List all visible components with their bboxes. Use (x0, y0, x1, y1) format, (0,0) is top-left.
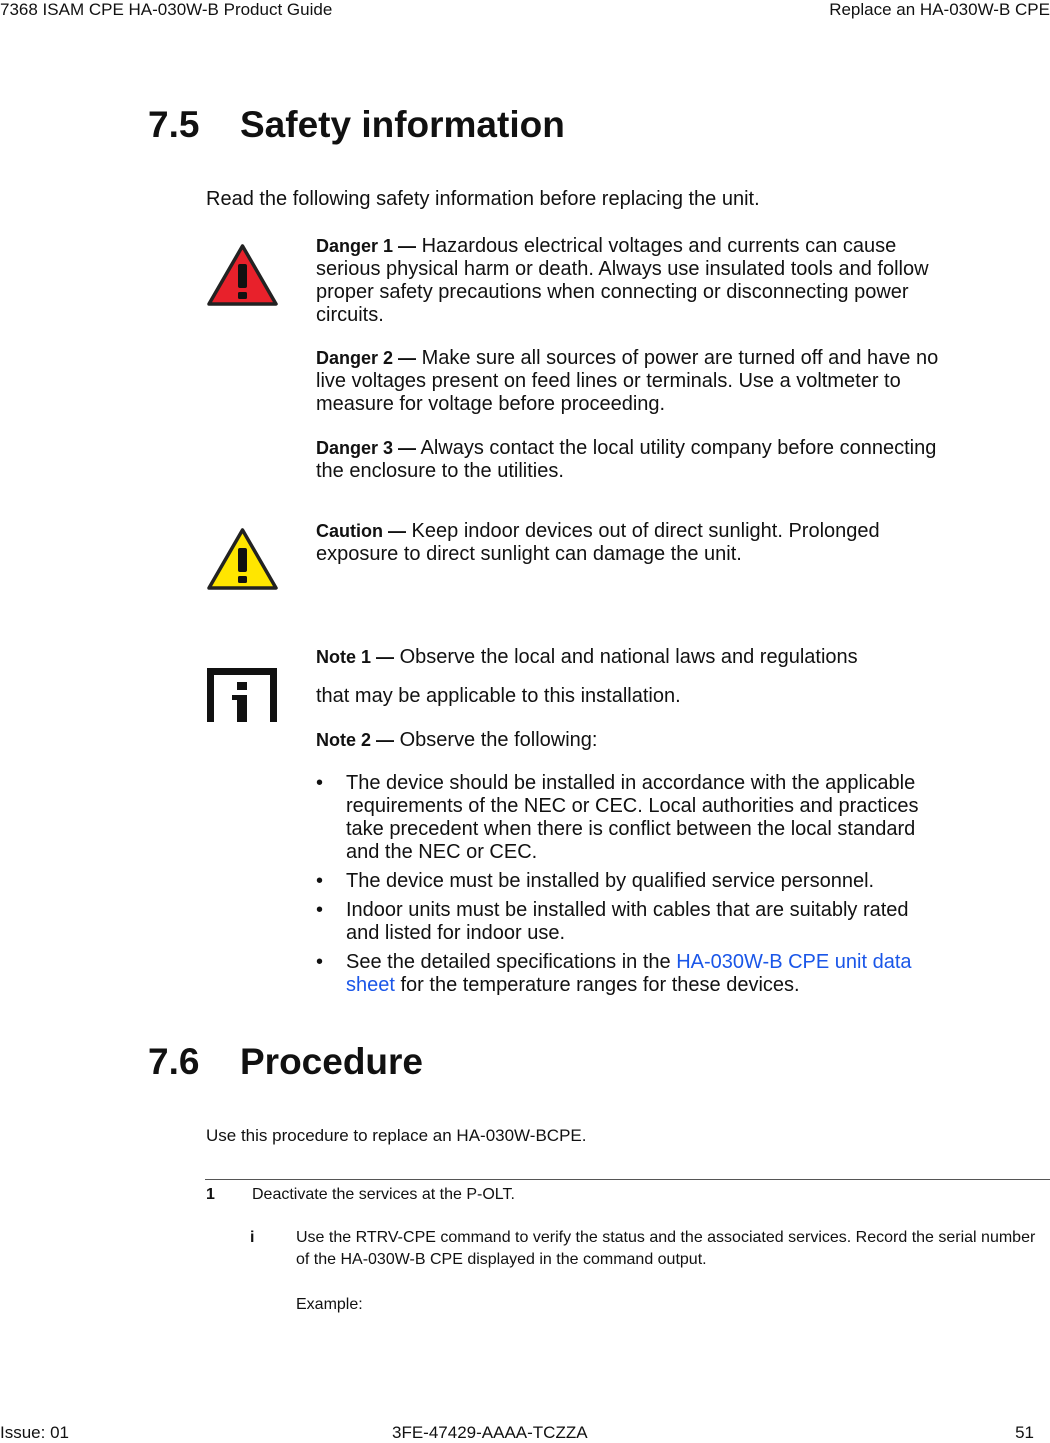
step-divider (205, 1179, 1050, 1180)
danger-1-label: Danger 1 — (316, 236, 417, 256)
bullet-dot: • (316, 899, 324, 921)
bullet-text-pre: See the detailed specifications in the (346, 951, 677, 973)
footer-doc-id: 3FE-47429-AAAA-TCZZA (392, 1423, 588, 1442)
caution-message (316, 520, 956, 566)
bullet-text: The device must be installed by qualified service personnel. (346, 870, 875, 892)
section-title: Procedure (240, 1041, 424, 1082)
bullet-text: The device should be installed in accordance with the applicable requirements of the NEC or CEC. Local authorities and practices take precedent when there is conflict between the local standard and the NEC or CEC. (346, 772, 919, 863)
note-1-message (316, 646, 956, 669)
caution-icon (206, 527, 279, 591)
section-number: 7.5 (148, 104, 200, 145)
danger-3-label: Danger 3 — (316, 438, 417, 458)
danger-2-text: Make sure all sources of power are turned off and have no live voltages present on feed lines or terminals. Use a voltmeter to measure for voltage before proceeding. (316, 347, 939, 415)
intro-text: Read the following safety information before replacing the unit. (206, 188, 760, 210)
danger-2-message (316, 347, 956, 416)
note-1-text: Observe the local and national laws and regulations (394, 646, 858, 668)
example-label: Example: (296, 1296, 363, 1313)
list-item (316, 772, 926, 864)
danger-2-label: Danger 2 — (316, 348, 417, 368)
section-number: 7.6 (148, 1041, 200, 1082)
bullet-dot: • (316, 951, 324, 973)
bullet-dot: • (316, 870, 324, 892)
caution-text: Keep indoor devices out of direct sunlight. Prolonged exposure to direct sunlight can damage the unit. (316, 520, 880, 565)
list-item (316, 951, 926, 997)
header-right: Replace an HA-030W-B CPE (829, 0, 1050, 19)
note-1-text-continued: that may be applicable to this installation. (316, 685, 681, 707)
note-2-label: Note 2 — (316, 730, 395, 750)
bullet-text-post: for the temperature ranges for these devices. (394, 974, 800, 996)
danger-1-message (316, 235, 956, 327)
list-item (316, 870, 926, 893)
footer-page-number: 51 (1015, 1423, 1034, 1442)
note-2-message (316, 729, 956, 752)
danger-3-message (316, 437, 956, 483)
substep-number: i (250, 1229, 255, 1246)
footer-issue: Issue: 01 (0, 1423, 69, 1442)
danger-icon (206, 243, 279, 307)
step-number: 1 (206, 1186, 215, 1203)
step-text: Deactivate the services at the P-OLT. (252, 1186, 515, 1203)
danger-1-text: Hazardous electrical voltages and currents can cause serious physical harm or death. Always use insulated tools and follow proper safety precautions when connecting or disconnecting power circuits. (316, 235, 929, 326)
section-heading-7-5 (148, 104, 565, 146)
bullet-list (316, 772, 926, 1003)
bullet-text: Indoor units must be installed with cables that are suitably rated and listed for indoor use. (346, 899, 909, 944)
data-sheet-link[interactable]: HA-030W-B CPE unit data sheet (346, 951, 912, 996)
procedure-intro: Use this procedure to replace an HA-030W-BCPE. (206, 1126, 587, 1145)
section-title: Safety information (240, 104, 565, 145)
note-icon (207, 668, 277, 722)
header-left: 7368 ISAM CPE HA-030W-B Product Guide (0, 0, 333, 19)
section-heading-7-6 (148, 1041, 423, 1083)
note-1-label: Note 1 — (316, 647, 395, 667)
bullet-dot: • (316, 772, 324, 794)
danger-3-text: Always contact the local utility company before connecting the enclosure to the utilities. (316, 437, 937, 482)
substep-text: Use the RTRV-CPE command to verify the status and the associated services. Record the serial number of the HA-030W-B CPE displayed in the command output. (296, 1229, 1036, 1268)
note-2-text: Observe the following: (394, 729, 598, 751)
caution-label: Caution — (316, 521, 406, 541)
list-item (316, 899, 926, 945)
